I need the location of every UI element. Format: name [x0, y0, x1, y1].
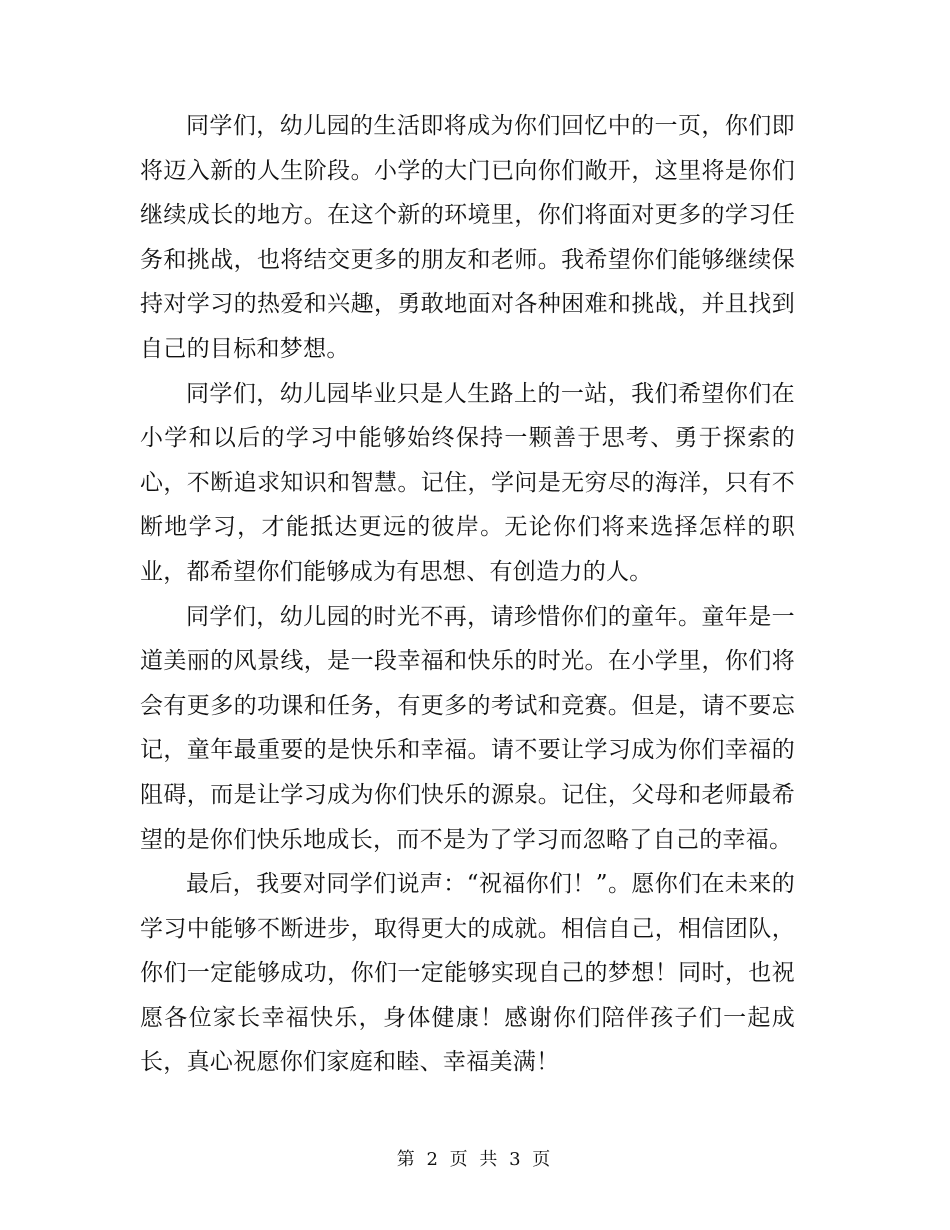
paragraph-3: 同学们，幼儿园的时光不再，请珍惜你们的童年。童年是一道美丽的风景线，是一段幸福和快乐的时光。在小学里，你们将会有更多的功课和任务，有更多的考试和竞赛。但是，请不要忘记，童年最重要的是快乐和幸福。请不要让学习成为你们幸福的阻碍，而是让学习成为你们快乐的源泉。记住，父母和老师最希望的是你们快乐地成长，而不是为了学习而忽略了自己的幸福。: [140, 603, 795, 853]
paragraph-1: 同学们，幼儿园的生活即将成为你们回忆中的一页，你们即将迈入新的人生阶段。小学的大门已向你们敞开，这里将是你们继续成长的地方。在这个新的环境里，你们将面对更多的学习任务和挑战，也将结交更多的朋友和老师。我希望你们能够继续保持对学习的热爱和兴趣，勇敢地面对各种困难和挑战，并且找到自己的目标和梦想。: [140, 113, 795, 362]
paragraph-4: 最后，我要对同学们说声：“祝福你们！”。愿你们在未来的学习中能够不断进步，取得更大的成就。相信自己，相信团队，你们一定能够成功，你们一定能够实现自己的梦想！同时，也祝愿各位家长幸福快乐，身体健康！感谢你们陪伴孩子们一起成长，真心祝愿你们家庭和睦、幸福美满！: [140, 871, 795, 1076]
page-number-footer: 第 2 页 共 3 页: [396, 1149, 554, 1170]
document-body: [140, 104, 795, 1085]
paragraph-2: 同学们，幼儿园毕业只是人生路上的一站，我们希望你们在小学和以后的学习中能够始终保持一颗善于思考、勇于探索的心，不断追求知识和智慧。记住，学问是无穷尽的海洋，只有不断地学习，才能抵达更远的彼岸。无论你们将来选择怎样的职业，都希望你们能够成为有思想、有创造力的人。: [140, 380, 795, 585]
